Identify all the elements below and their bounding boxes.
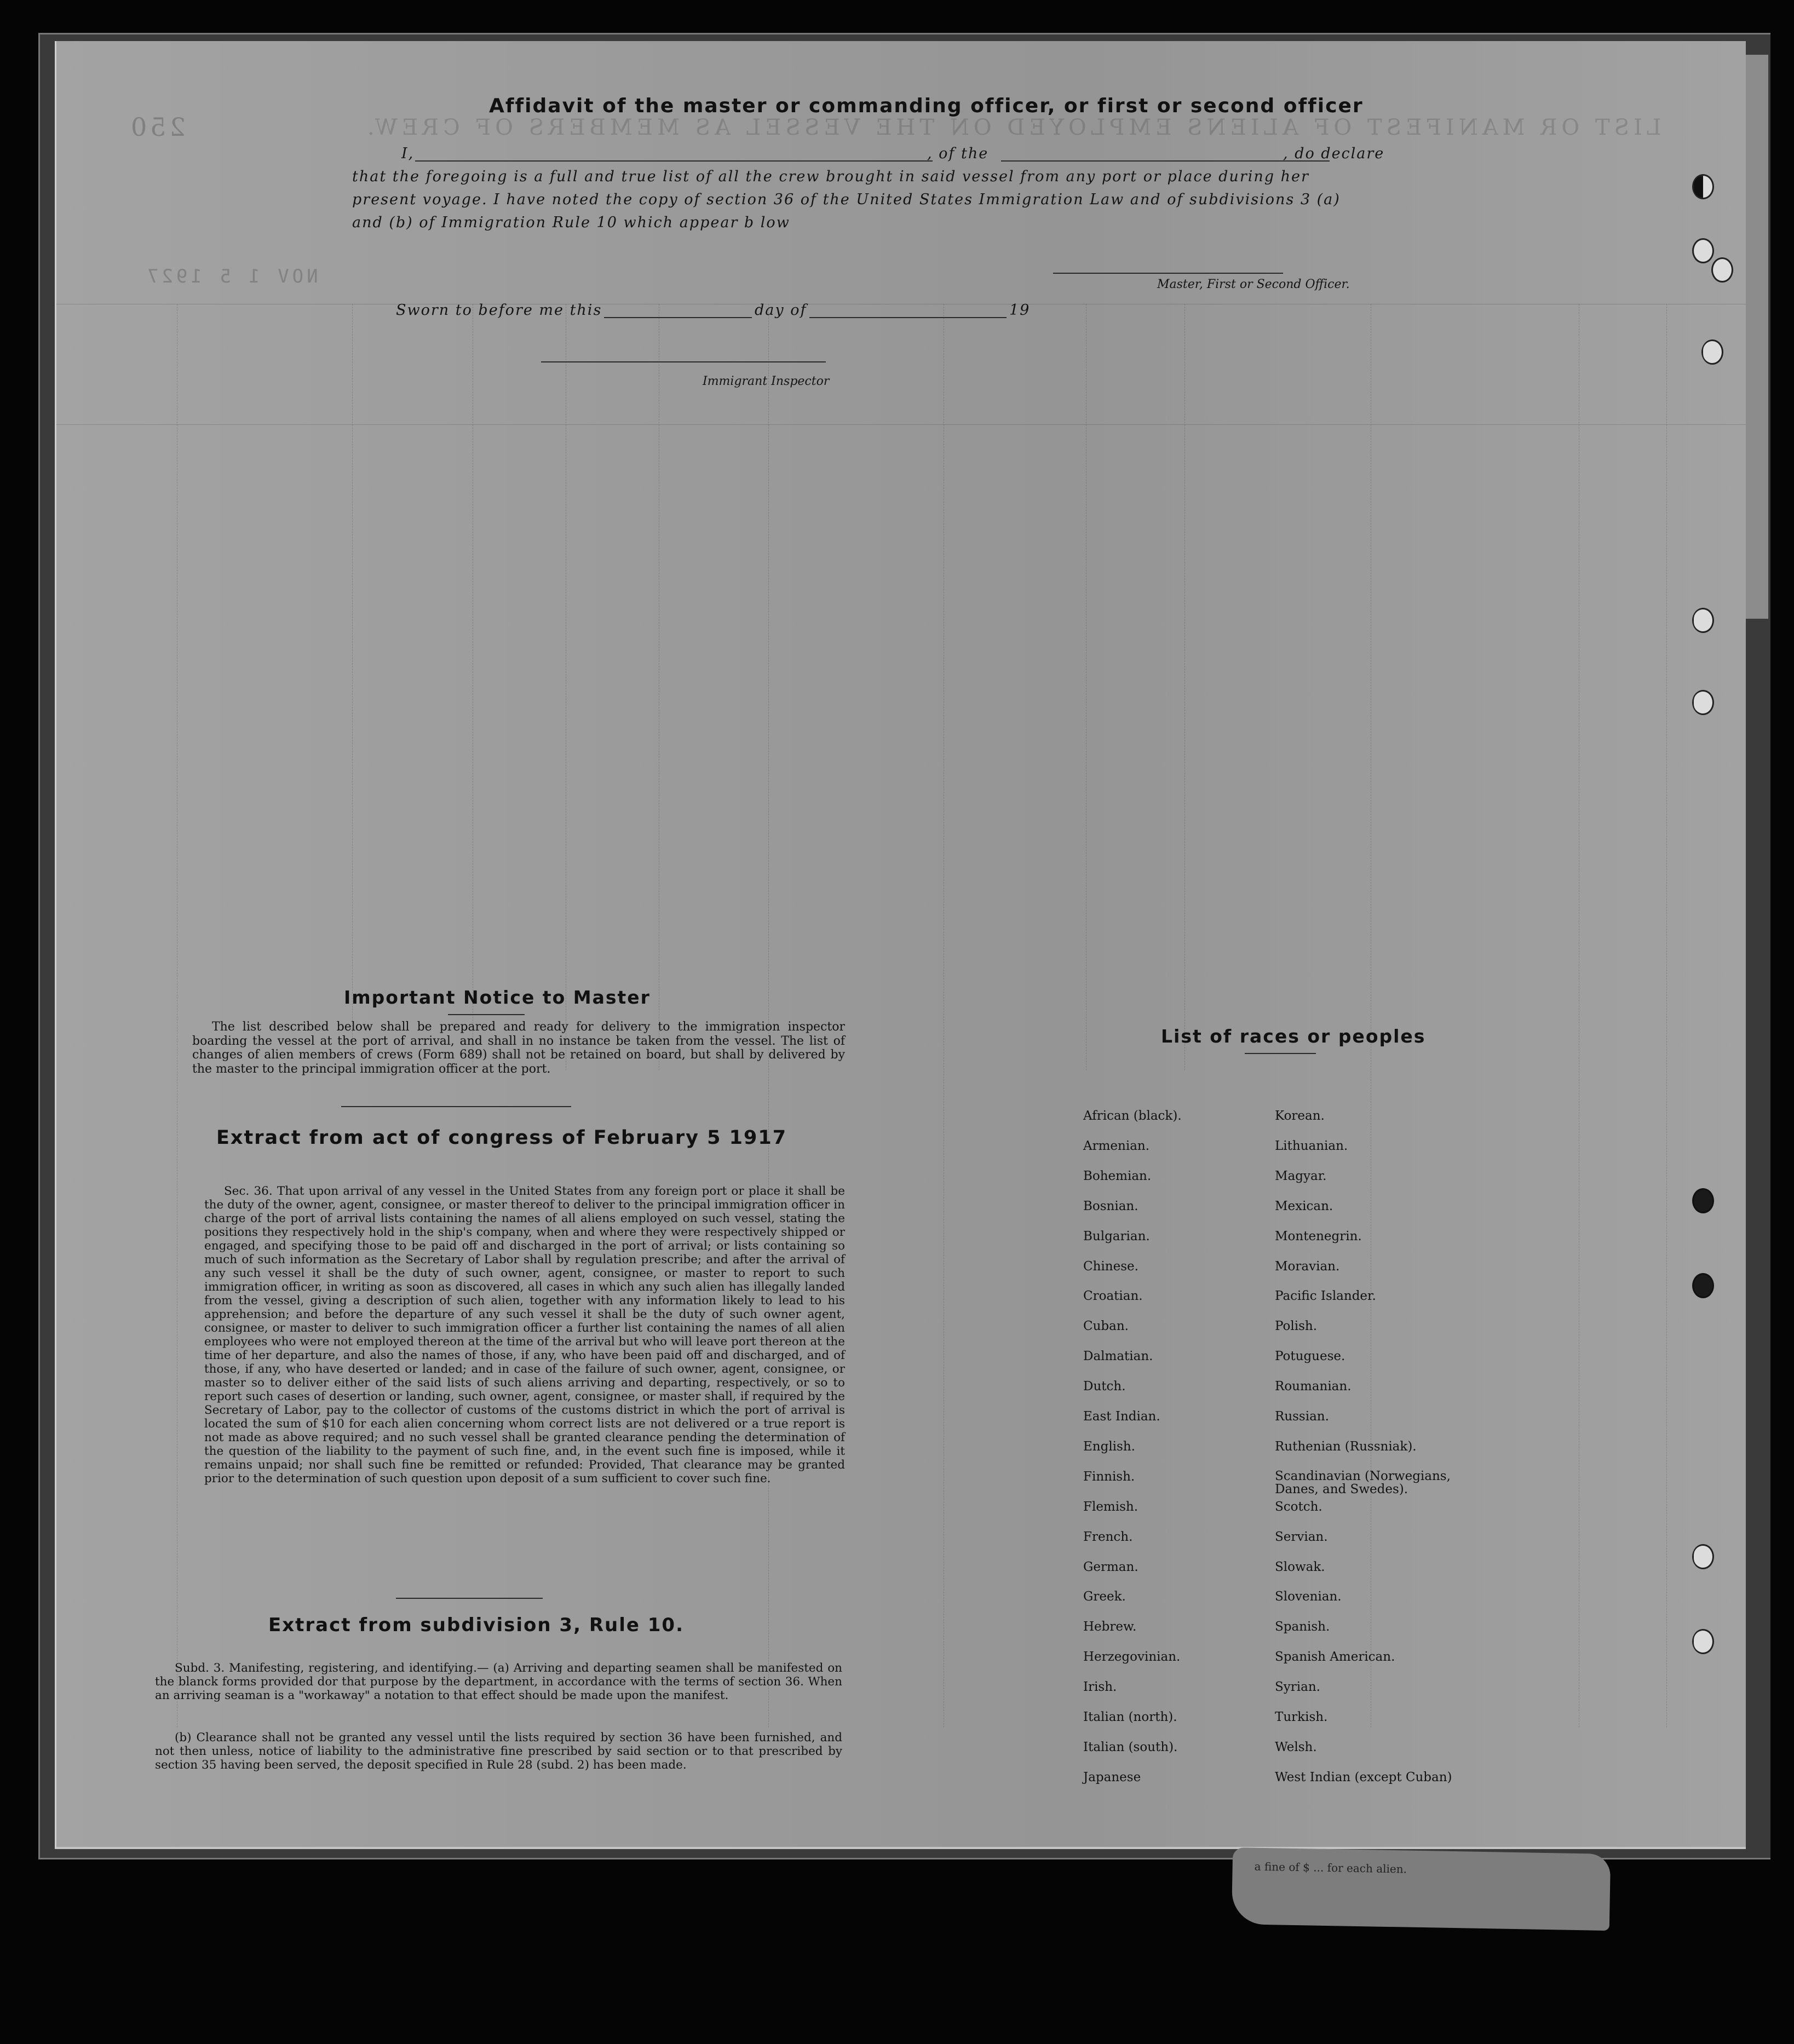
race-item: Moravian. (1275, 1259, 1340, 1274)
affidavit-line1-start: I, (401, 145, 415, 162)
master-caption: Master, First or Second Officer. (1157, 278, 1350, 291)
binder-hole (1692, 1273, 1714, 1298)
race-item: Polish. (1275, 1319, 1318, 1334)
manifest-sheet-back (55, 41, 1746, 1849)
race-item: Bulgarian. (1083, 1229, 1150, 1243)
sworn-day-blank (604, 317, 752, 318)
binder-hole (1692, 174, 1714, 199)
binder-hole (1692, 1188, 1714, 1213)
bleed-through-stamp: NOV 1 5 1927 (144, 266, 318, 287)
race-item: Hebrew. (1083, 1620, 1137, 1634)
rule-extract-para-b: (b) Clearance shall not be granted any vessel until the lists required by section 36 have been furnished, and not then unless, notice of liability to the administrative fine prescribed by said section or to that prescribed by section 35 having been served, the deposit specified in Rule 28 (subd. 2) has been made. (155, 1731, 842, 1772)
race-item: French. (1083, 1529, 1133, 1544)
race-item: Finnish. (1083, 1469, 1135, 1484)
race-item: Croatian. (1083, 1289, 1143, 1304)
race-item: East Indian. (1083, 1409, 1160, 1424)
race-item: Magyar. (1275, 1168, 1327, 1183)
day-of-label: day of (755, 302, 807, 319)
race-item: Mexican. (1275, 1199, 1333, 1213)
race-item: Italian (south). (1083, 1740, 1178, 1754)
race-item: Scotch. (1275, 1499, 1323, 1514)
race-item: Italian (north). (1083, 1710, 1177, 1724)
affidavit-line1-of-the: , of the (927, 145, 989, 162)
right-page-tab (1744, 55, 1768, 619)
race-item: Bohemian. (1083, 1168, 1152, 1183)
rule-extract-heading: Extract from subdivision 3, Rule 10. (268, 1614, 685, 1636)
bleed-through-title: LIST OR MANIFEST OF ALIENS EMPLOYED ON THE VESSEL AS MEMBERS OF CREW. (363, 115, 1661, 140)
race-item: West Indian (except Cuban) (1275, 1770, 1452, 1784)
ghost-grid-line (768, 304, 769, 1728)
sworn-month-blank (809, 317, 1007, 318)
section-divider (341, 1106, 571, 1107)
race-item: Herzegovinian. (1083, 1650, 1181, 1665)
binder-hole (1692, 238, 1714, 263)
race-item: Armenian. (1083, 1138, 1150, 1153)
ghost-grid-line (1666, 304, 1667, 1728)
binder-hole (1692, 1629, 1714, 1654)
bleed-through-page-number: 250 (128, 112, 186, 142)
rule-extract-para-a: Subd. 3. Manifesting, registering, and identifying.— (a) Arriving and departing seamen shall be manifested on the blanck forms provided dor that purpose by the department, in accordance with the terms of section 36. When an arriving seaman is a "workaway" a notation to that effect should be made upon the manifest. (155, 1661, 842, 1702)
race-item: Japanese (1083, 1770, 1141, 1784)
section-divider (396, 1598, 543, 1599)
stub-text: a fine of $ ... for each alien. (1254, 1859, 1407, 1876)
race-item: Dutch. (1083, 1379, 1126, 1394)
ghost-grid-line (352, 304, 353, 1070)
race-item: Chinese. (1083, 1259, 1138, 1274)
race-item: English. (1083, 1439, 1135, 1454)
binder-hole (1692, 690, 1714, 715)
race-item: Spanish American. (1275, 1650, 1395, 1665)
race-item: Bosnian. (1083, 1199, 1138, 1213)
affidavit-line3: present voyage. I have noted the copy of section 36 of the United States Immigration Law and of subdivisions 3 (a) (352, 191, 1341, 208)
affidavit-line2: that the foregoing is a full and true list of all the crew brought in said vessel from any port or place during her (352, 168, 1309, 185)
race-item: Turkish. (1275, 1710, 1328, 1724)
affidavit-name-blank (415, 160, 933, 162)
race-item: Irish. (1083, 1680, 1117, 1695)
master-signature-blank (1053, 273, 1283, 274)
race-item: Roumanian. (1275, 1379, 1352, 1394)
affidavit-line4: and (b) of Immigration Rule 10 which appear b low (352, 214, 790, 231)
race-item: Russian. (1275, 1409, 1329, 1424)
torn-paper-stub (1232, 1847, 1611, 1931)
race-item: Potuguese. (1275, 1349, 1346, 1364)
race-item: Korean. (1275, 1109, 1325, 1123)
inspector-caption: Immigrant Inspector (703, 375, 830, 388)
race-item: Servian. (1275, 1529, 1328, 1544)
affidavit-vessel-blank (1001, 160, 1330, 162)
affidavit-heading: Affidavit of the master or commanding officer, or first or second officer (489, 95, 1364, 117)
race-item: Greek. (1083, 1590, 1126, 1604)
inspector-signature-blank (541, 361, 826, 362)
binder-hole (1692, 608, 1714, 633)
race-item: Cuban. (1083, 1319, 1129, 1334)
race-item: Flemish. (1083, 1499, 1138, 1514)
race-item: Dalmatian. (1083, 1349, 1153, 1364)
race-item: Ruthenian (Russniak). (1275, 1439, 1417, 1454)
race-item: Pacific Islander. (1275, 1289, 1376, 1304)
notice-heading: Important Notice to Master (344, 987, 651, 1008)
race-item: Slovenian. (1275, 1590, 1342, 1604)
affidavit-line1-end: , do declare (1283, 145, 1385, 162)
race-item: Spanish. (1275, 1620, 1330, 1634)
notice-text: The list described below shall be prepared and ready for delivery to the immigration inspector boarding the vessel at the port of arrival, and shall in no instance be taken from the vessel. The list of changes of alien members of crews (Form 689) shall not be retained on board, but shall by delivered by the master to the principal immigration officer at the port. (192, 1020, 845, 1076)
race-item: Syrian. (1275, 1680, 1320, 1695)
binder-hole (1711, 257, 1733, 283)
race-item: African (black). (1083, 1109, 1182, 1123)
race-item: Scandinavian (Norwegians, Danes, and Swedes). (1275, 1469, 1451, 1496)
notice-heading-underline (448, 1014, 525, 1015)
race-item: Montenegrin. (1275, 1229, 1362, 1243)
binder-hole (1701, 339, 1723, 365)
binder-hole (1692, 1544, 1714, 1569)
race-item: Slowak. (1275, 1559, 1325, 1574)
act-extract-text: Sec. 36. That upon arrival of any vessel in the United States from any foreign port or place it shall be the duty of the owner, agent, consignee, or master thereof to deliver to the principal immigration officer in charge of the port of arrival lists containing the names of all aliens employed on such vessel, stating the positions they respectively hold in the ship's company, when and where they were respectively shipped or engaged, and specifying those to be paid off and discharged in the port of arrival; or lists containing so much of such information as the Secretary of Labor shall by regulation prescribe; and after the arrival of any such vessel it shall be the duty of such owner, agent, consignee, or master to report to such immigration officer, in writing as soon as discovered, all cases in which any such alien has illegally landed from the vessel, giving a description of such alien, together with any information likely to lead to his apprehension; and before the departure of any such vessel it shall be the duty of such owner agent, consignee, or master to deliver to such immigration officer a further list containing the names of all alien employees who were not employed thereon at the time of the arrival but who will leave port thereon at the time of her departure, and also the names of those, if any, who have been paid off and discharged, and of those, if any, who have deserted or landed; and in case of the failure of such owner, agent, consignee, or master so to deliver either of the said lists of such aliens arriving and departing, respectively, or so to report such cases of desertion or landing, such owner, agent, consignee, or master shall, if required by the Secretary of Labor, pay to the collector of customs of the customs district in which the port of arrival is located the sum of $10 for each alien concerning whom correct lists are not delivered or a true report is not made as above required; and no such vessel shall be granted clearance pending the determination of the question of the liability to the payment of such fine, and, in the event such fine is imposed, while it remains unpaid; nor shall such fine be remitted or refunded: Provided, That clearance may be granted prior to the determination of such question upon deposit of a sum sufficient to cover such fine. (204, 1184, 845, 1486)
sworn-label: Sworn to before me this (396, 302, 602, 319)
year-prefix: 19 (1009, 302, 1031, 319)
races-heading-underline (1245, 1053, 1316, 1054)
races-heading: List of races or peoples (1161, 1026, 1426, 1047)
race-item: German. (1083, 1559, 1138, 1574)
race-item: Welsh. (1275, 1740, 1317, 1754)
ghost-grid-line (56, 424, 1746, 425)
race-item: Lithuanian. (1275, 1138, 1348, 1153)
act-extract-heading: Extract from act of congress of February 5 1917 (216, 1127, 787, 1149)
